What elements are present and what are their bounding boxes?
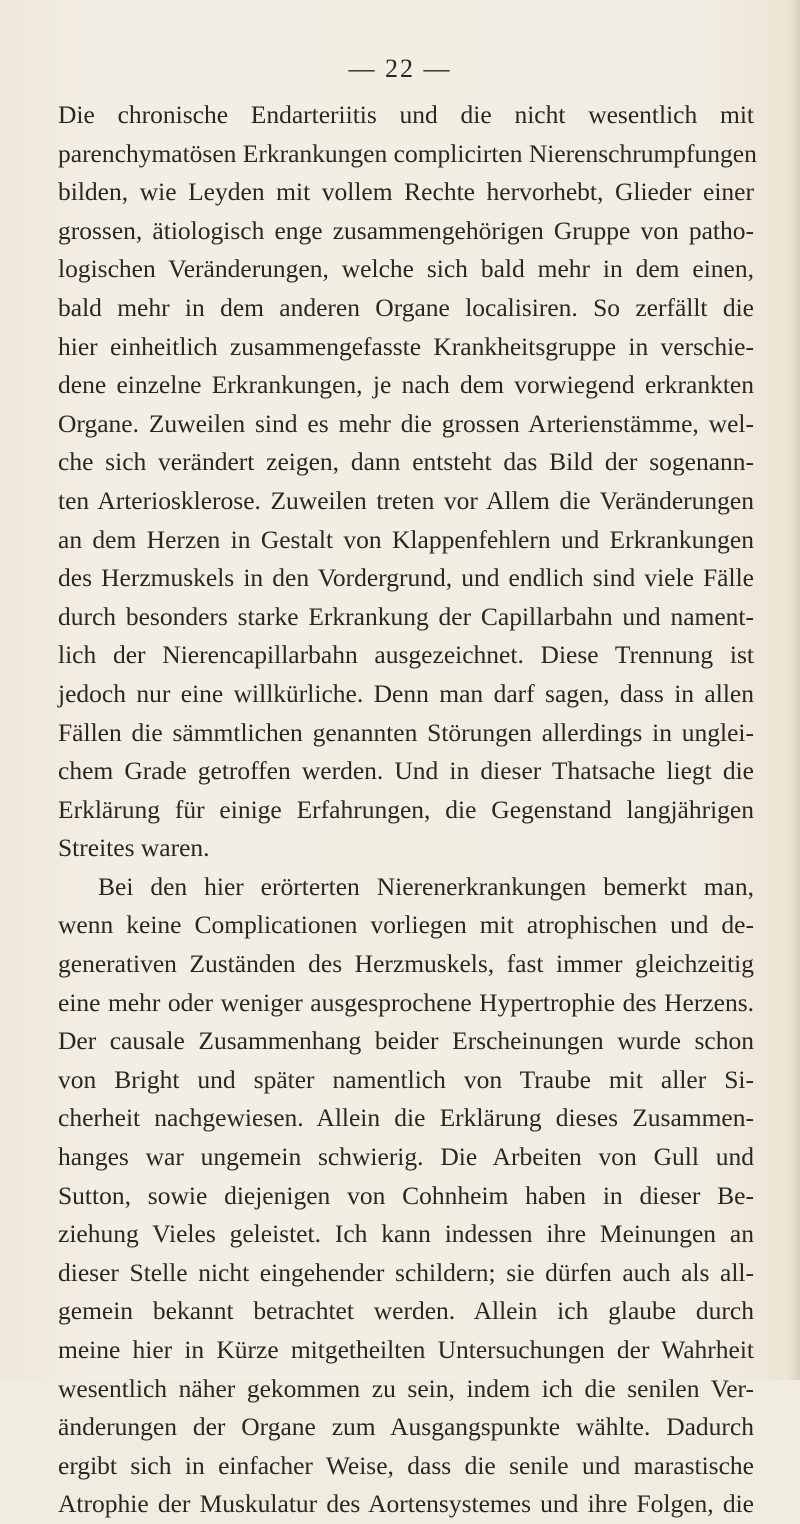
text-line: änderungen der Organe zum Ausgangspunkte wählte. Dadurch [58,1412,754,1442]
text-line: Sutton, sowie diejenigen von Cohnheim haben in dieser Be- [58,1180,754,1210]
text-line: bilden, wie Leyden mit vollem Rechte hervorhebt, Glieder einer [58,177,754,207]
text-line: dene einzelne Erkrankungen, je nach dem vorwiegend erkrankten [58,370,754,400]
text-line: Organe. Zuweilen sind es mehr die grossen Arterienstämme, wel- [58,408,754,438]
paragraph-start-line: Bei den hier erörterten Nierenerkrankungen bemerkt man, [98,871,754,901]
text-line: lich der Nierencapillarbahn ausgezeichnet. Diese Trennung ist [58,640,754,670]
text-line: Erklärung für einige Erfahrungen, die Gegenstand langjährigen [58,794,754,824]
text-line: parenchymatösen Erkrankungen complicirten Nierenschrumpfungen [58,138,757,168]
text-line: wesentlich näher gekommen zu sein, indem ich die senilen Ver- [58,1373,754,1403]
text-line: hier einheitlich zusammengefasste Krankheitsgruppe in verschie- [58,331,754,361]
text-line: chem Grade getroffen werden. Und in dieser Thatsache liegt die [58,756,754,786]
text-line: von Bright und später namentlich von Traube mit aller Si- [58,1064,754,1094]
page-edge-shadow [786,0,800,1380]
text-line: cherheit nachgewiesen. Allein die Erklärung dieses Zusammen- [58,1103,754,1133]
text-line: generativen Zuständen des Herzmuskels, fast immer gleichzeitig [58,949,754,979]
text-line: ten Arteriosklerose. Zuweilen treten vor Allem die Veränderungen [58,485,754,515]
page-number: — 22 — [348,54,452,83]
text-line: ergibt sich in einfacher Weise, dass die senile und marastische [58,1450,754,1480]
text-line: dieser Stelle nicht eingehender schildern; sie dürfen auch als all- [58,1257,754,1287]
paragraph-end-line: Streites waren. [58,833,210,863]
text-line: che sich verändert zeigen, dann entsteht das Bild der sogenann- [58,447,754,477]
text-line: ziehung Vieles geleistet. Ich kann indessen ihre Meinungen an [58,1219,754,1249]
text-line: logischen Veränderungen, welche sich bald mehr in dem einen, [58,254,754,284]
text-line: gemein bekannt betrachtet werden. Allein ich glaube durch [58,1296,754,1326]
text-line: bald mehr in dem anderen Organe localisiren. So zerfällt die [58,292,754,322]
text-line: meine hier in Kürze mitgetheilten Untersuchungen der Wahrheit [58,1335,754,1364]
text-line: Atrophie der Muskulatur des Aortensystemes und ihre Folgen, die [58,1489,754,1519]
text-line: Der causale Zusammenhang beider Erscheinungen wurde schon [58,1026,754,1056]
text-line: an dem Herzen in Gestalt von Klappenfehlern und Erkrankungen [58,524,754,554]
text-line: Die chronische Endarteriitis und die nicht wesentlich mit [58,100,754,129]
text-line: des Herzmuskels in den Vordergrund, und endlich sind viele Fälle [58,563,754,593]
text-line: wenn keine Complicationen vorliegen mit atrophischen und de- [58,910,754,940]
text-line: eine mehr oder weniger ausgesprochene Hypertrophie des Herzens. [58,987,754,1017]
body-text [58,96,757,1524]
text-line: durch besonders starke Erkrankung der Capillarbahn und nament- [58,601,754,631]
text-line: Fällen die sämmtlichen genannten Störungen allerdings in unglei- [58,717,754,747]
text-line: jedoch nur eine willkürliche. Denn man darf sagen, dass in allen [58,678,754,708]
text-line: hanges war ungemein schwierig. Die Arbeiten von Gull und [58,1142,754,1172]
text-line: grossen, ätiologisch enge zusammengehörigen Gruppe von patho- [58,215,754,245]
